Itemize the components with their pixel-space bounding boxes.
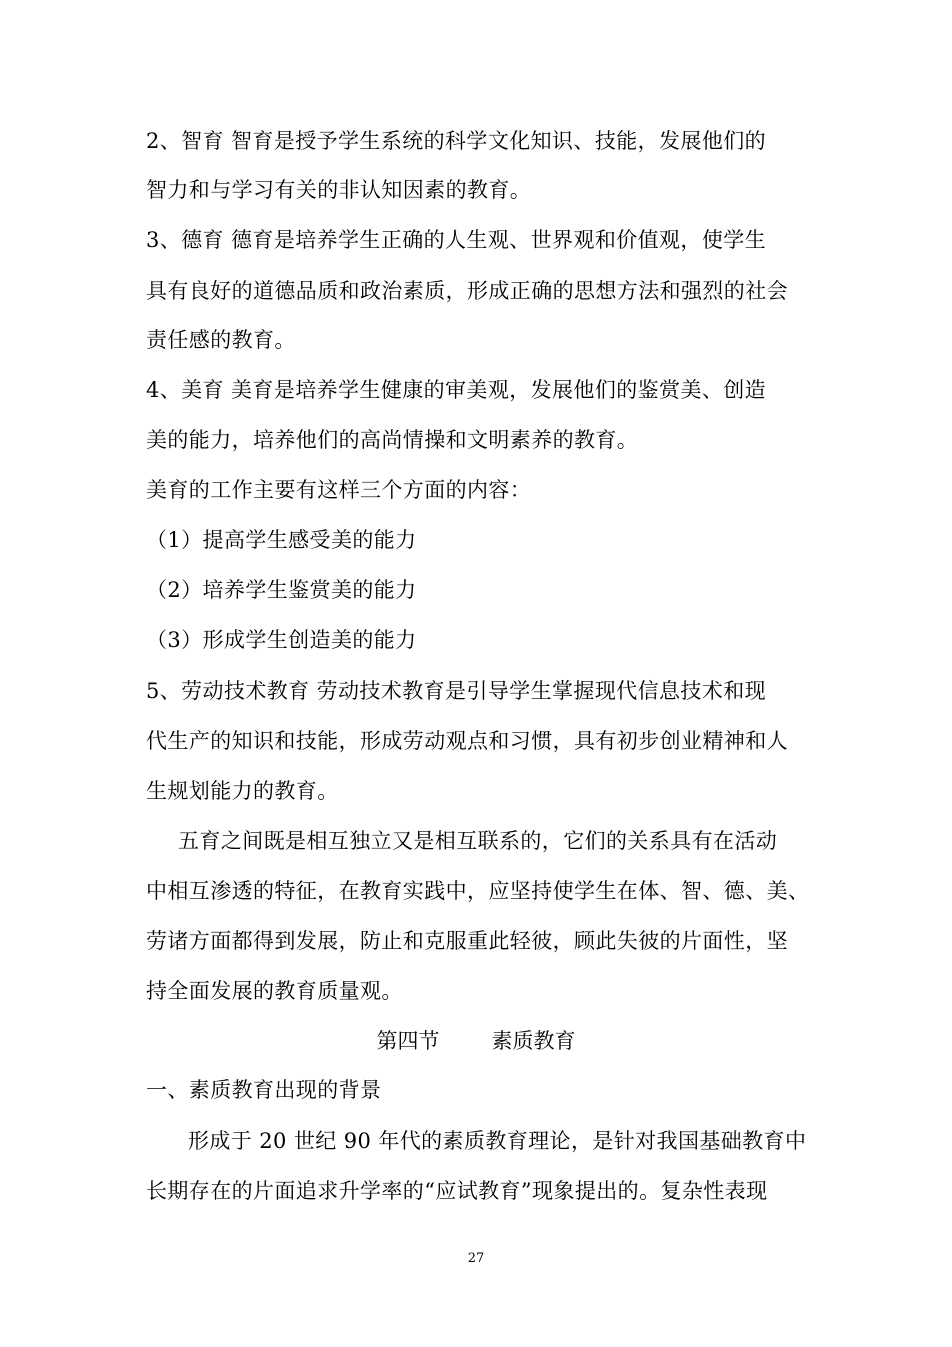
paragraph-line: 形成于 20 世纪 90 年代的素质教育理论，是针对我国基础教育中: [188, 1129, 807, 1153]
paragraph-line: 美的能力，培养他们的高尚情操和文明素养的教育。: [146, 428, 639, 452]
paragraph-line: 持全面发展的教育质量观。: [146, 979, 403, 1003]
subheading: 一、素质教育出现的背景: [146, 1078, 382, 1102]
paragraph-line: 3、德育 德育是培养学生正确的人生观、世界观和价值观，使学生: [146, 228, 767, 252]
paragraph-line: 2、智育 智育是授予学生系统的科学文化知识、技能，发展他们的: [146, 129, 767, 153]
section-heading: [0, 1027, 952, 1055]
paragraph-line: 智力和与学习有关的非认知因素的教育。: [146, 178, 532, 202]
section-number: 第四节: [376, 1029, 440, 1053]
paragraph-line: 代生产的知识和技能，形成劳动观点和习惯，具有初步创业精神和人: [146, 729, 788, 753]
paragraph-line: 劳诸方面都得到发展，防止和克服重此轻彼，顾此失彼的片面性，坚: [146, 929, 788, 953]
list-item: （1）提高学生感受美的能力: [146, 528, 417, 552]
section-title: 素质教育: [491, 1029, 576, 1053]
list-item: （3）形成学生创造美的能力: [146, 628, 417, 652]
paragraph-line: 4、美育 美育是培养学生健康的审美观，发展他们的鉴赏美、创造: [146, 378, 767, 402]
paragraph-line: 五育之间既是相互独立又是相互联系的，它们的关系具有在活动: [178, 829, 778, 853]
paragraph-line: 美育的工作主要有这样三个方面的内容：: [146, 478, 532, 502]
paragraph-line: 中相互渗透的特征，在教育实践中，应坚持使学生在体、智、德、美、: [146, 879, 810, 903]
paragraph-line: 责任感的教育。: [146, 328, 296, 352]
paragraph-line: 生规划能力的教育。: [146, 779, 339, 803]
list-item: （2）培养学生鉴赏美的能力: [146, 578, 417, 602]
paragraph-line: 长期存在的片面追求升学率的“应试教育”现象提出的。复杂性表现: [146, 1179, 768, 1203]
paragraph-line: 具有良好的道德品质和政治素质，形成正确的思想方法和强烈的社会: [146, 279, 788, 303]
page-number: 27: [467, 1251, 485, 1266]
paragraph-line: 5、劳动技术教育 劳动技术教育是引导学生掌握现代信息技术和现: [146, 679, 767, 703]
